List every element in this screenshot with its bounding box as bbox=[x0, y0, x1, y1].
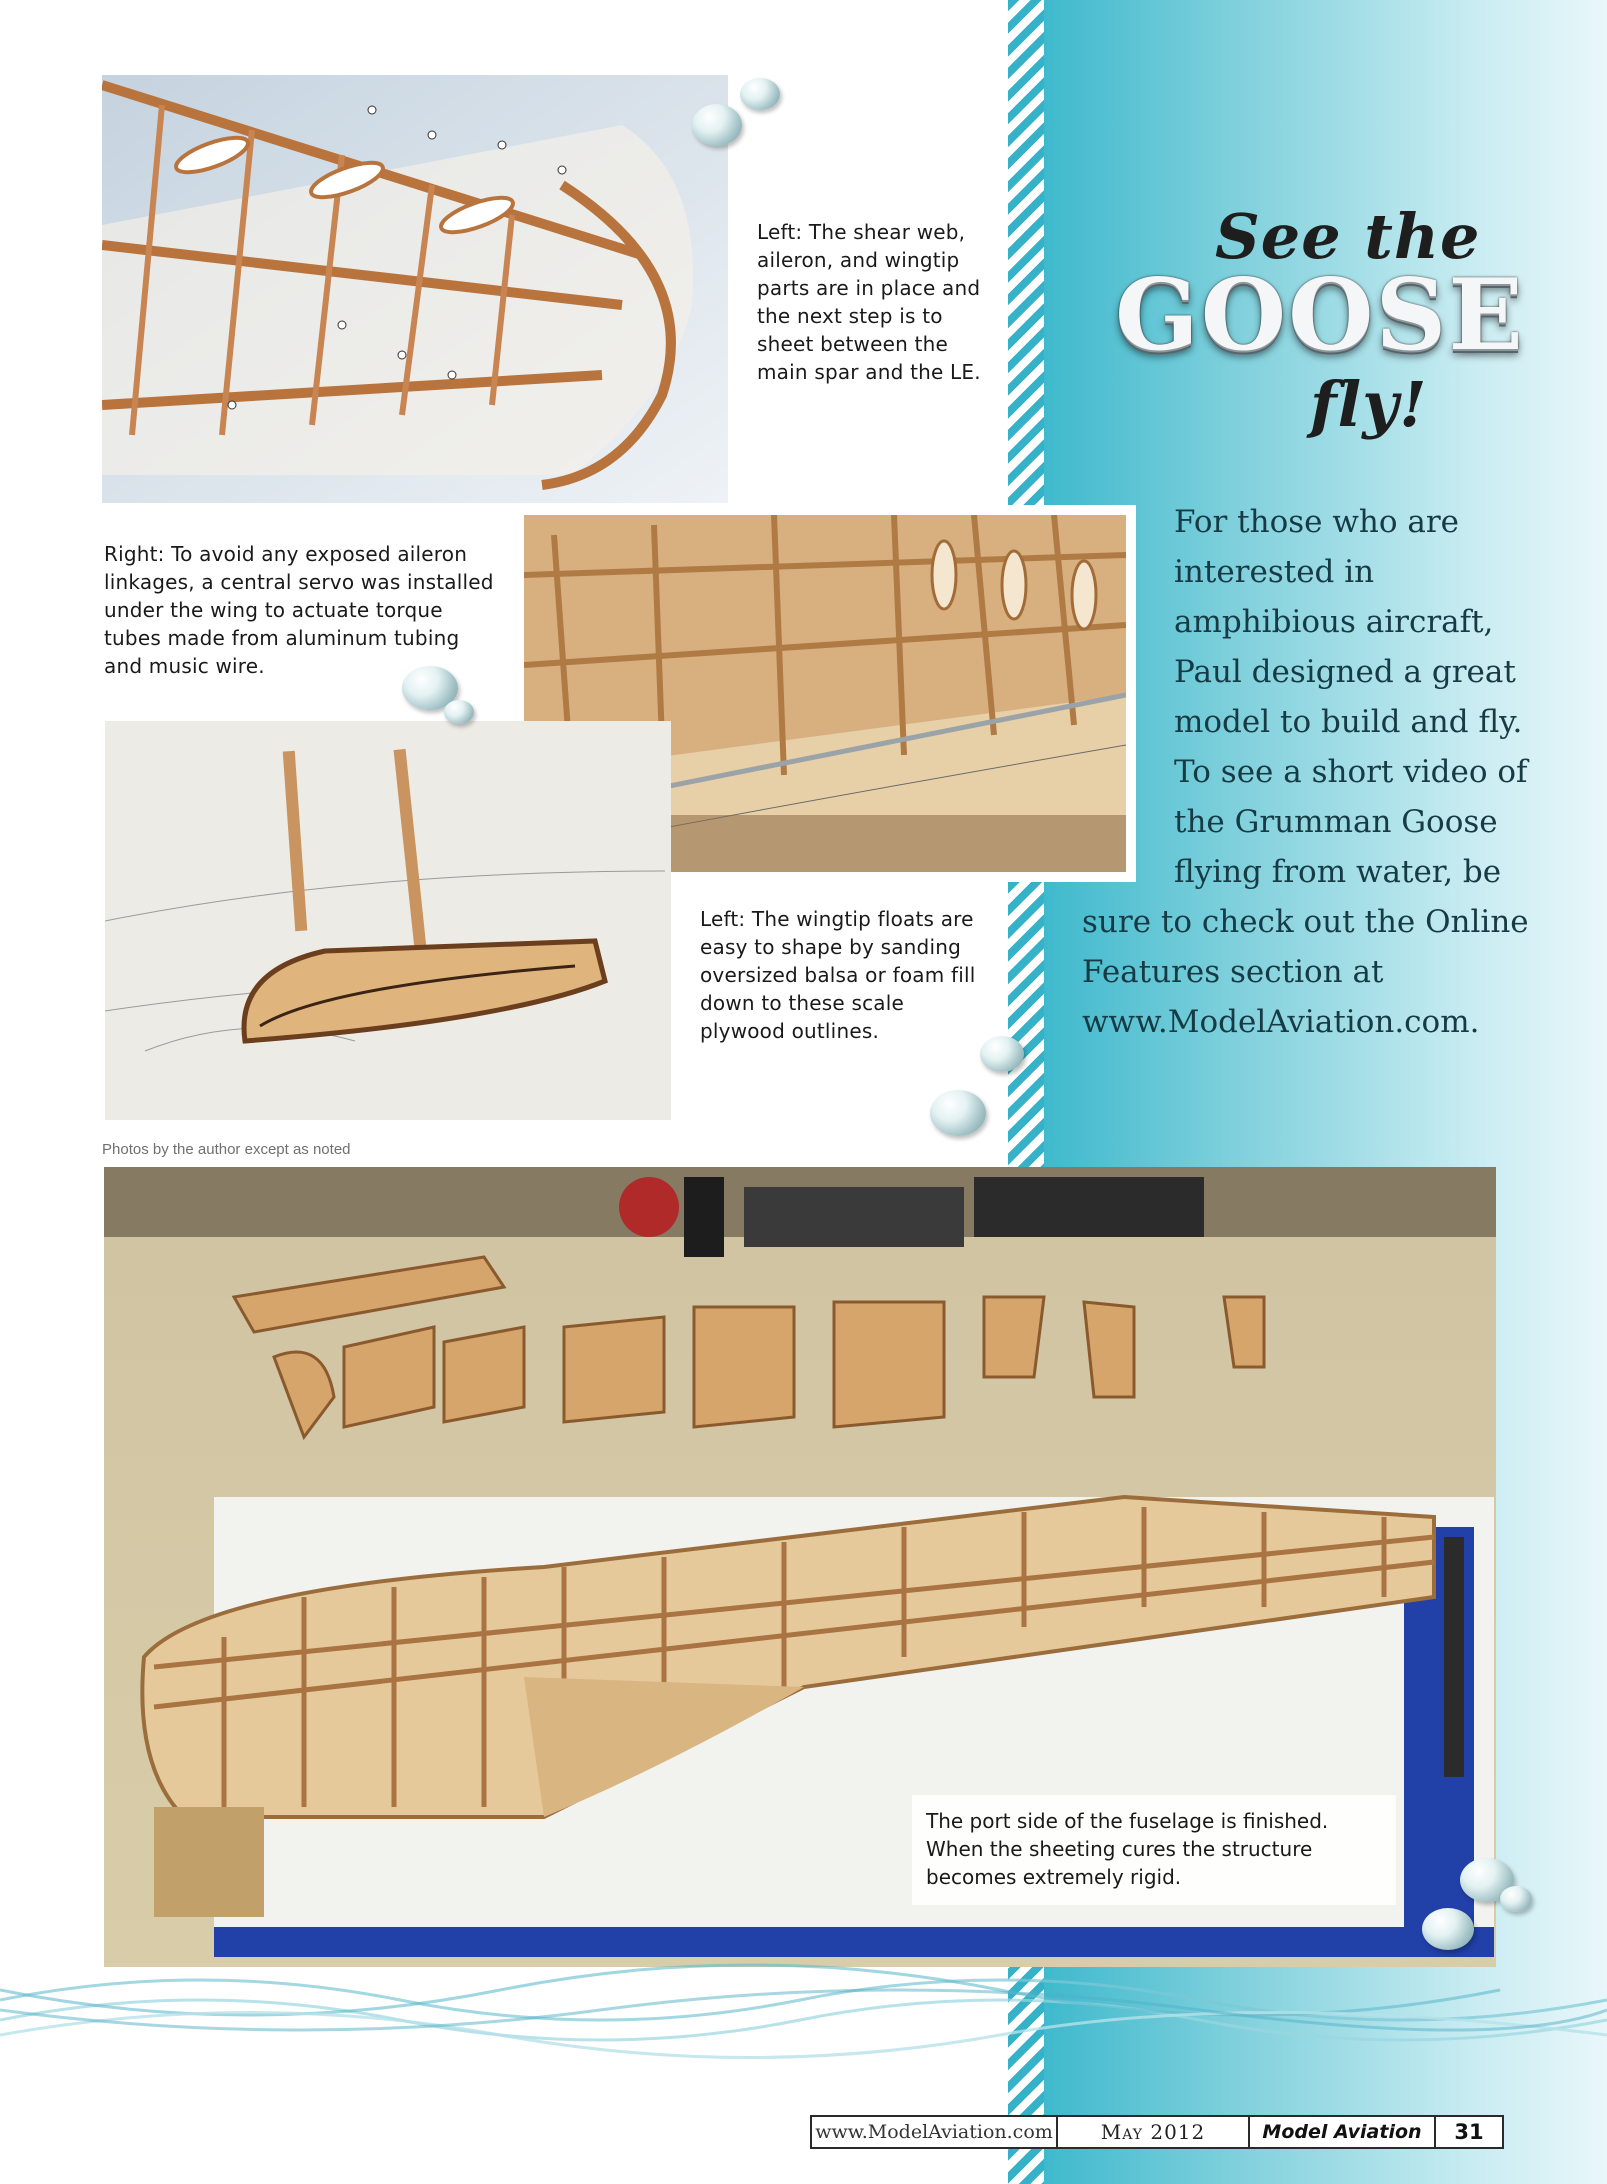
bubble-decoration bbox=[980, 1036, 1024, 1072]
caption-fuselage: The port side of the fuselage is finished. When the sheeting cures the structure becomes extremely rigid. bbox=[912, 1795, 1396, 1905]
wing-ribs-illustration bbox=[102, 75, 728, 503]
sidebar-body-text: For those who are interested in amphibious aircraft, Paul designed a great model to build and fly. To see a short video of the Grumman Goose flying from water, be sure to check out the Online Features section at www.ModelAviation.com. bbox=[1082, 504, 1529, 1040]
photo-credit: Photos by the author except as noted bbox=[102, 1141, 351, 1158]
sidebar-body bbox=[1082, 497, 1552, 1047]
bubble-decoration bbox=[444, 700, 474, 724]
headline bbox=[1085, 200, 1555, 450]
caption-servo: Right: To avoid any exposed aileron linkages, a central servo was installed under the wing to actuate torque tubes made from aluminum tubing and music wire. bbox=[104, 542, 494, 678]
photo-wing-ribs bbox=[102, 75, 728, 503]
caption-floats: Left: The wingtip floats are easy to shape by sanding oversized balsa or foam fill down to these scale plywood outlines. bbox=[700, 907, 976, 1043]
bubble-decoration bbox=[930, 1090, 986, 1136]
photo-floats bbox=[105, 721, 671, 1120]
headline-title: GOOSE bbox=[1115, 258, 1525, 373]
page-footer bbox=[810, 2115, 1504, 2149]
footer-url[interactable]: www.ModelAviation.com bbox=[812, 2117, 1058, 2147]
bubble-decoration bbox=[1500, 1886, 1532, 1912]
footer-date: May 2012 bbox=[1058, 2117, 1250, 2147]
wave-decoration bbox=[0, 1960, 1607, 2060]
headline-line1: See the bbox=[1215, 200, 1481, 273]
bubble-decoration bbox=[740, 78, 780, 110]
headline-line3: fly! bbox=[1310, 368, 1428, 441]
floats-illustration bbox=[105, 721, 671, 1120]
footer-magazine: Model Aviation bbox=[1250, 2117, 1436, 2147]
caption-wing-ribs: Left: The shear web, aileron, and wingtip parts are in place and the next step is to sheet between the main spar and the LE. bbox=[757, 220, 981, 384]
sidebar-text bbox=[1082, 497, 1552, 1047]
bubble-decoration bbox=[692, 104, 742, 146]
bubble-decoration bbox=[1422, 1908, 1474, 1950]
text-wrap-spacer bbox=[1082, 497, 1174, 897]
page-number: 31 bbox=[1454, 2120, 1484, 2144]
